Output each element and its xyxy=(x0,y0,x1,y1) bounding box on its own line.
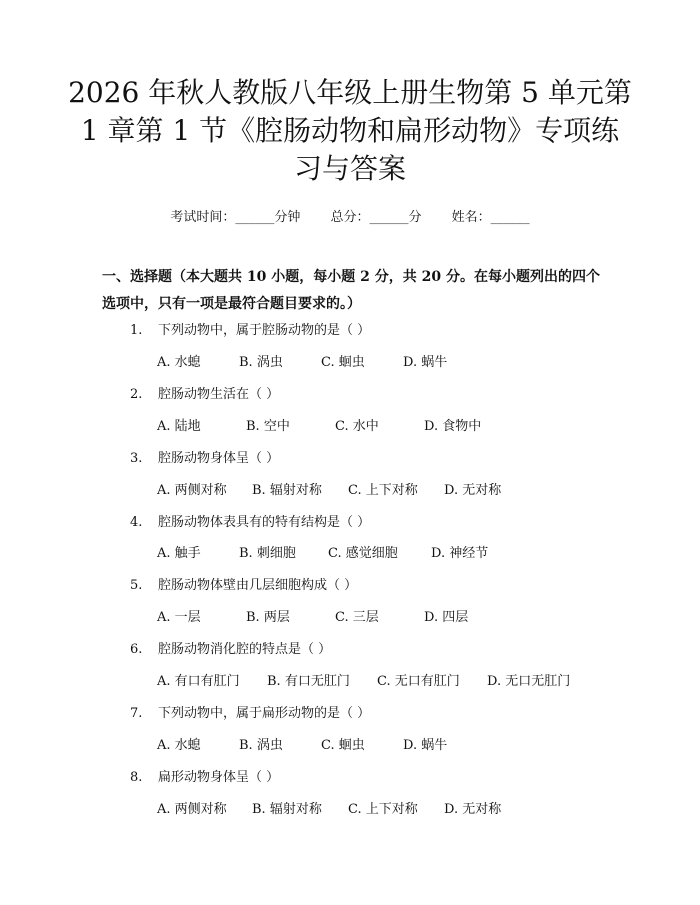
exam-time: 考试时间：______分钟 xyxy=(170,210,301,225)
option-d: D. 食物中 xyxy=(424,419,482,434)
section-heading: 一、选择题（本大题共 10 小题，每小题 2 分，共 20 分。在每小题列出的四个选项中，只有一项是最符合题目要求的。） xyxy=(102,269,600,312)
question-number: 3. xyxy=(130,451,143,466)
title-line-3: 习与答案 xyxy=(293,152,406,185)
options-row xyxy=(157,415,481,434)
question-text: 下列动物中，属于扁形动物的是（ ） xyxy=(158,706,371,721)
options-row xyxy=(157,734,447,753)
option-c: C. 蛔虫 xyxy=(321,738,365,753)
question-text: 腔肠动物体壁由几层细胞构成（ ） xyxy=(158,578,358,593)
exam-name: 姓名：______ xyxy=(451,210,530,225)
options-row xyxy=(157,606,468,625)
option-c: C. 蛔虫 xyxy=(321,355,365,370)
question-text: 腔肠动物身体呈（ ） xyxy=(158,451,280,466)
option-d: D. 蜗牛 xyxy=(403,738,448,753)
option-c: C. 水中 xyxy=(335,419,379,434)
option-b: B. 两层 xyxy=(246,610,290,625)
option-c: C. 上下对称 xyxy=(348,483,418,498)
option-a: A. 一层 xyxy=(157,610,201,625)
option-a: A. 陆地 xyxy=(157,419,201,434)
question xyxy=(130,638,331,657)
option-b: B. 涡虫 xyxy=(239,355,283,370)
option-b: B. 辐射对称 xyxy=(252,483,322,498)
question-number: 8. xyxy=(130,770,143,785)
option-c: C. 三层 xyxy=(335,610,379,625)
exam-score: 总分：______分 xyxy=(330,210,422,225)
options-row xyxy=(157,479,501,498)
option-b: B. 涡虫 xyxy=(239,738,283,753)
question-number: 2. xyxy=(130,387,143,402)
option-a: A. 有口有肛门 xyxy=(157,674,240,689)
question-text: 扁形动物身体呈（ ） xyxy=(158,770,280,785)
option-c: C. 感觉细胞 xyxy=(328,546,398,561)
question-number: 4. xyxy=(130,515,143,530)
option-c: C. 上下对称 xyxy=(348,802,418,817)
question-text: 腔肠动物生活在（ ） xyxy=(158,387,280,402)
question-text: 腔肠动物消化腔的特点是（ ） xyxy=(158,642,332,657)
option-d: D. 无口无肛门 xyxy=(487,674,571,689)
question-number: 1. xyxy=(130,323,143,338)
option-b: B. 刺细胞 xyxy=(239,546,296,561)
question-number: 5. xyxy=(130,578,143,593)
option-a: A. 水螅 xyxy=(157,738,201,753)
question xyxy=(130,511,370,530)
option-d: D. 无对称 xyxy=(444,483,502,498)
option-d: D. 无对称 xyxy=(444,802,502,817)
option-b: B. 有口无肛门 xyxy=(267,674,350,689)
question xyxy=(130,574,357,593)
option-a: A. 触手 xyxy=(157,546,201,561)
option-d: D. 蜗牛 xyxy=(403,355,448,370)
question xyxy=(130,319,370,338)
option-d: D. 四层 xyxy=(424,610,469,625)
option-b: B. 辐射对称 xyxy=(252,802,322,817)
options-row xyxy=(157,670,570,689)
option-d: D. 神经节 xyxy=(431,546,489,561)
option-a: A. 水螅 xyxy=(157,355,201,370)
options-row xyxy=(157,351,447,370)
question xyxy=(130,766,279,785)
question-text: 下列动物中，属于腔肠动物的是（ ） xyxy=(158,323,371,338)
question-text: 腔肠动物体表具有的特有结构是（ ） xyxy=(158,515,371,530)
option-a: A. 两侧对称 xyxy=(157,802,227,817)
question xyxy=(130,383,279,402)
options-row xyxy=(157,798,501,817)
option-a: A. 两侧对称 xyxy=(157,483,227,498)
option-b: B. 空中 xyxy=(246,419,290,434)
question-number: 7. xyxy=(130,706,143,721)
question xyxy=(130,702,370,721)
exam-info xyxy=(0,206,700,225)
question-number: 6. xyxy=(130,642,143,657)
options-row xyxy=(157,542,488,561)
title-line-2: 1 章第 1 节《腔肠动物和扁形动物》专项练 xyxy=(80,114,620,147)
title-line-1: 2026 年秋人教版八年级上册生物第 5 单元第 xyxy=(68,76,632,109)
question xyxy=(130,447,279,466)
option-c: C. 无口有肛门 xyxy=(377,674,460,689)
document-title xyxy=(60,74,640,188)
